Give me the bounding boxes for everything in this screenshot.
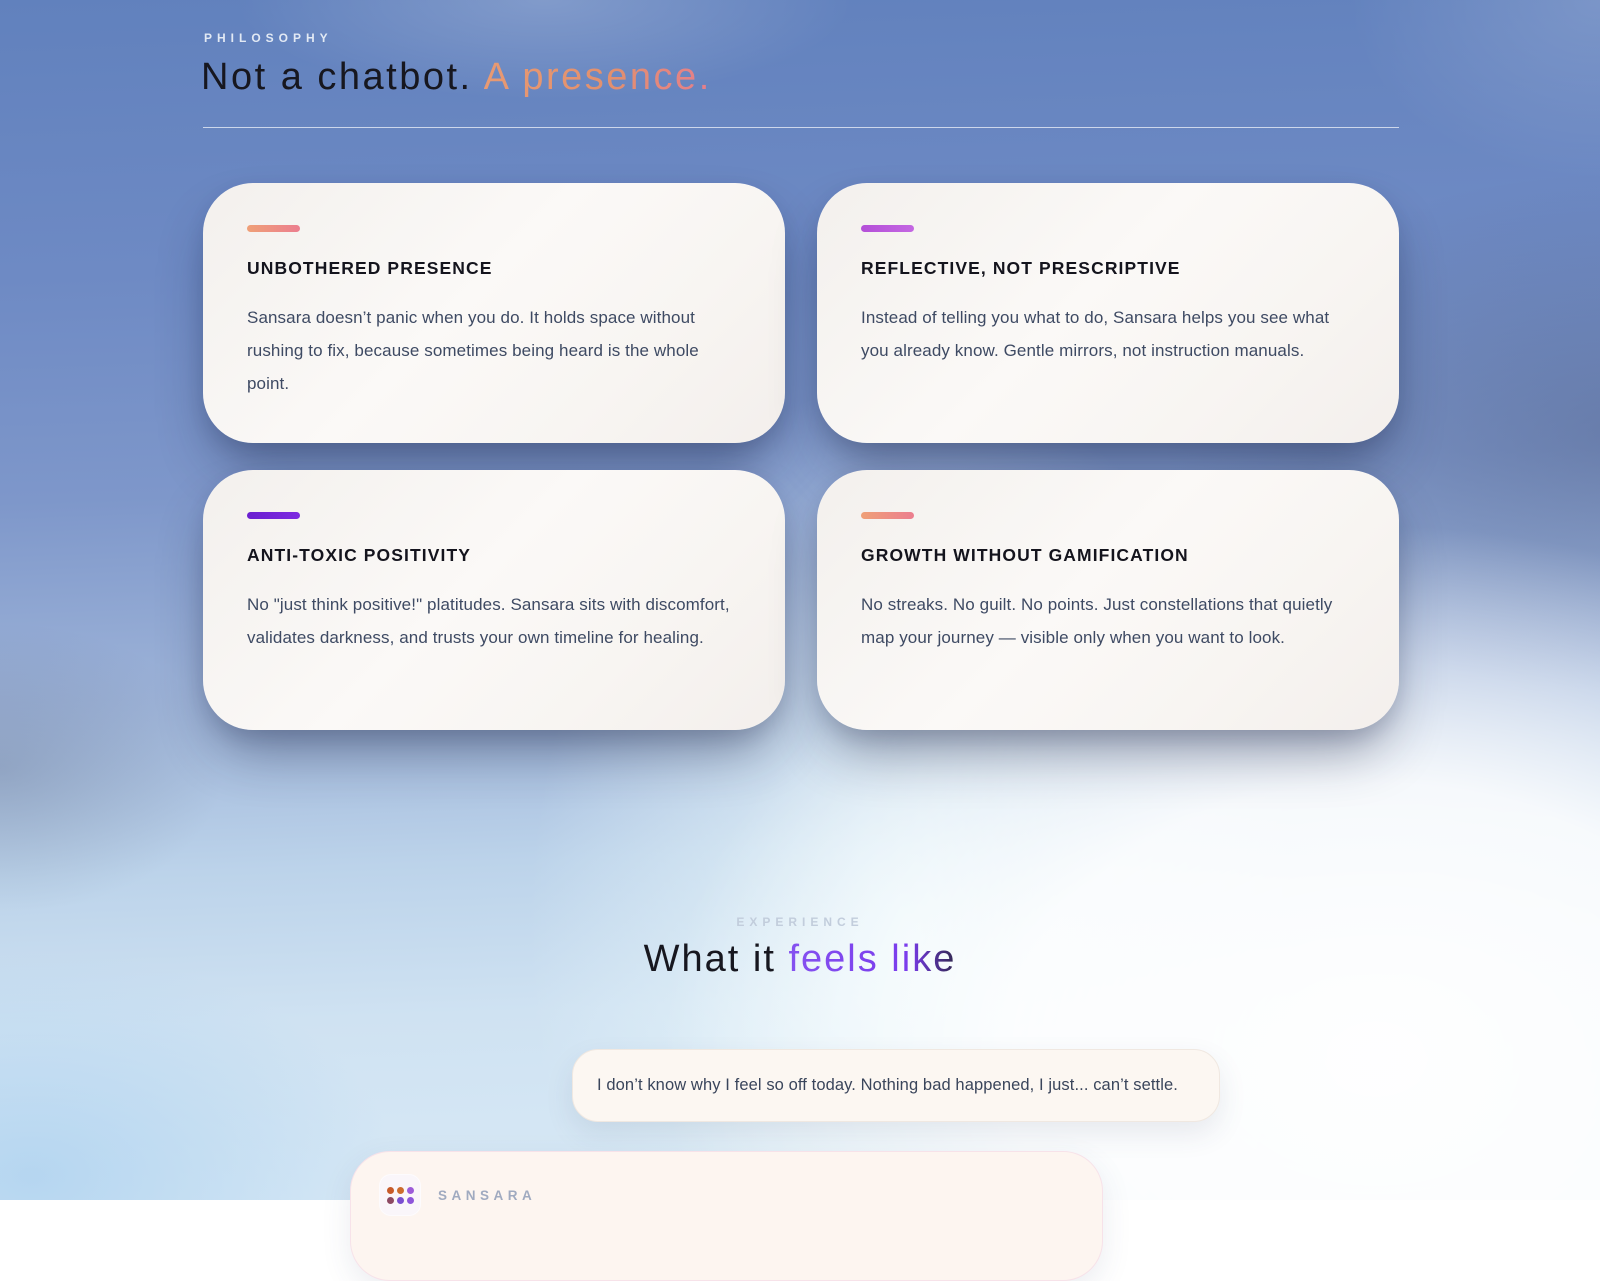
experience-heading-primary: What it <box>643 938 776 980</box>
card-anti-toxic-positivity <box>203 470 785 730</box>
card-body: Instead of telling you what to do, Sansara helps you see what you already know. Gentle mirrors, not instruction manuals. <box>861 308 1330 360</box>
chat-assistant-reply-card <box>350 1151 1103 1281</box>
chat-user-message-text: I don’t know why I feel so off today. Nothing bad happened, I just... can’t settle. <box>597 1076 1178 1094</box>
experience-heading-accent: feels like <box>788 938 957 980</box>
philosophy-heading-primary: Not a chatbot. <box>201 56 473 98</box>
philosophy-heading <box>201 56 712 99</box>
card-growth-without-gamification <box>817 470 1399 730</box>
card-reflective-not-prescriptive <box>817 183 1399 443</box>
philosophy-card-grid <box>203 183 1399 730</box>
card-body: Sansara doesn’t panic when you do. It holds space without rushing to fix, because sometimes being heard is the whole point. <box>247 308 699 393</box>
chat-assistant-header <box>379 1174 1102 1216</box>
experience-eyebrow: EXPERIENCE <box>736 915 864 929</box>
card-accent-bar <box>247 512 300 519</box>
card-title: UNBOTHERED PRESENCE <box>247 258 493 278</box>
card-body: No streaks. No guilt. No points. Just constellations that quietly map your journey — visible only when you want to look. <box>861 595 1333 647</box>
card-accent-bar <box>861 512 914 519</box>
card-title: GROWTH WITHOUT GAMIFICATION <box>861 545 1189 565</box>
experience-heading <box>0 938 1600 981</box>
philosophy-heading-accent: A presence. <box>483 56 712 98</box>
card-title: ANTI-TOXIC POSITIVITY <box>247 545 472 565</box>
section-divider <box>203 127 1399 128</box>
card-body: No "just think positive!" platitudes. Sansara sits with discomfort, validates darkness, and trusts your own timeline for healing. <box>247 595 730 647</box>
chat-user-message-bubble <box>572 1049 1220 1122</box>
card-title: REFLECTIVE, NOT PRESCRIPTIVE <box>861 258 1181 278</box>
card-accent-bar <box>247 225 300 232</box>
sansara-dots-icon <box>379 1174 421 1216</box>
card-accent-bar <box>861 225 914 232</box>
philosophy-eyebrow: PHILOSOPHY <box>204 31 333 45</box>
card-unbothered-presence <box>203 183 785 443</box>
assistant-name-label: SANSARA <box>438 1187 537 1203</box>
